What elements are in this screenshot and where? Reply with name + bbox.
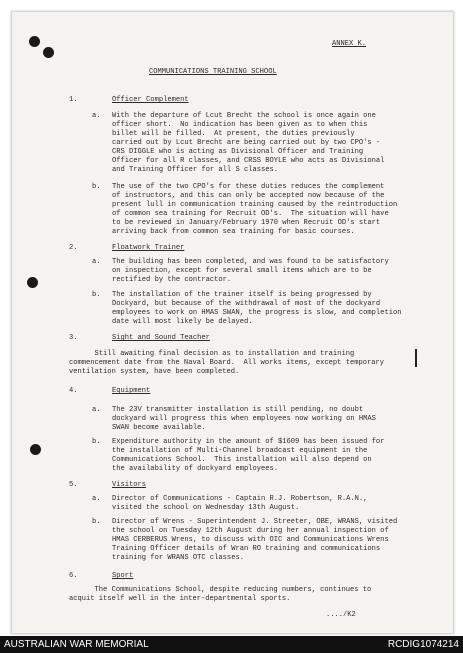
paragraph-line: rectified by the contractor. [112,276,232,284]
archive-footer [0,636,463,653]
paragraph-line: and Training Officer for all S classes. [112,166,279,174]
paragraph-line: visited the school on Wednesday 13th August. [112,504,300,512]
continuation-marker: ..../K2 [326,611,356,619]
paragraph-line: Director of Wrens - Superintendent J. Streeter, OBE, WRANS, visited [112,518,398,526]
document-page [11,11,454,634]
paragraph-line: the installation of Multi-Channel broadcast equipment in the [112,447,368,455]
section-number: 2. [69,244,78,252]
section-heading: Floatwork Trainer [112,244,185,252]
item-letter: b. [92,291,101,299]
paragraph-line: HMAS CERBERUS Wrens, to discuss with OIC and Communications Wrens [112,536,389,544]
item-letter: a. [92,112,101,120]
section-number: 5. [69,481,78,489]
paragraph-line: employees to work on HMAS SWAN, the progress is slow, and completion [112,309,402,317]
paragraph-line: of common sea training for Recruit OD's. The situation will have [112,210,389,218]
paragraph-line: Training Officer details of Wran RO training and communications [112,545,381,553]
section-heading: Sport [112,572,134,580]
section-heading: Visitors [112,481,147,489]
item-letter: b. [92,518,101,526]
punch-hole [30,444,41,455]
paragraph-line: The Communications School, despite reducing numbers, continues to [69,586,372,594]
footer-source: AUSTRALIAN WAR MEMORIAL [4,639,149,650]
paragraph-line: acquit itself well in the inter-departmental sports. [69,595,291,603]
paragraph-line: billet will be filled. At present, the duties previously [112,130,355,138]
paragraph-line: ventilation system, have been completed. [69,368,240,376]
item-letter: b. [92,183,101,191]
paragraph-line: to be reviewed in January/February 1970 when Recruit OD's start [112,219,381,227]
section-heading: Officer Complement [112,96,189,104]
punch-hole [27,277,38,288]
section-number: 1. [69,96,78,104]
item-letter: a. [92,495,101,503]
section-heading: Sight and Sound Teacher [112,334,210,342]
paragraph-line: present lull in communication training caused by the reintroduction [112,201,398,209]
paragraph-line: Still awaiting final decision as to installation and training [69,350,355,358]
item-letter: a. [92,258,101,266]
paragraph-line: the school on Tuesday 12th August during her annual inspection of [112,527,389,535]
paragraph-line: SWAN become available. [112,424,206,432]
paragraph-line: training for WRANS OTC classes. [112,554,244,562]
paragraph-line: The use of the two CPO's for these duties reduces the complement [112,183,385,191]
document-title: COMMUNICATIONS TRAINING SCHOOL [149,68,277,76]
paragraph-line: CRS DIGGLE who is acting as Divisional Officer and Training [112,148,364,156]
handwritten-margin-mark [415,349,417,367]
section-number: 4. [69,387,78,395]
section-number: 3. [69,334,78,342]
paragraph-line: the availability of dockyard employees. [112,465,279,473]
paragraph-line: Expenditure authority in the amount of $1609 has been issued for [112,438,385,446]
paragraph-line: carried out by Lcut Brecht are being carried out by two CPO's - [112,139,381,147]
item-letter: b. [92,438,101,446]
paragraph-line: officer short. No indication has been given as to when this [112,121,368,129]
paragraph-line: Officer for all R classes, and CRSS BOYLE who acts as Divisional [112,157,385,165]
paragraph-line: commencement date from the Naval Board. All works items, except temporary [69,359,385,367]
punch-hole [29,36,40,47]
paragraph-line: The building has been completed, and was found to be satisfactory [112,258,389,266]
annex-label: ANNEX K. [332,40,367,48]
paragraph-line: The installation of the trainer itself is being progressed by [112,291,372,299]
paragraph-line: Communications School. This installation will also depend on [112,456,372,464]
paragraph-line: on inspection, except for several small items which are to be [112,267,372,275]
section-number: 6. [69,572,78,580]
item-letter: a. [92,406,101,414]
paragraph-line: Dockyard, but because of the withdrawal of most of the dockyard [112,300,381,308]
paragraph-line: With the departure of Lcut Brecht the school is once again one [112,112,376,120]
punch-hole [43,47,54,58]
paragraph-line: arriving back from common sea training for basic courses. [112,228,355,236]
paragraph-line: Director of Communications - Captain R.J. Robertson, R.A.N., [112,495,368,503]
paragraph-line: of instructors, and this can only be accepted now because of the [112,192,385,200]
paragraph-line: date will most likely be delayed. [112,318,253,326]
footer-identifier: RCDIG1074214 [387,639,459,650]
paragraph-line: The 23V transmitter installation is still pending, no doubt [112,406,364,414]
paragraph-line: dockyard will progress this when employees now working on HMAS [112,415,376,423]
section-heading: Equipment [112,387,151,395]
